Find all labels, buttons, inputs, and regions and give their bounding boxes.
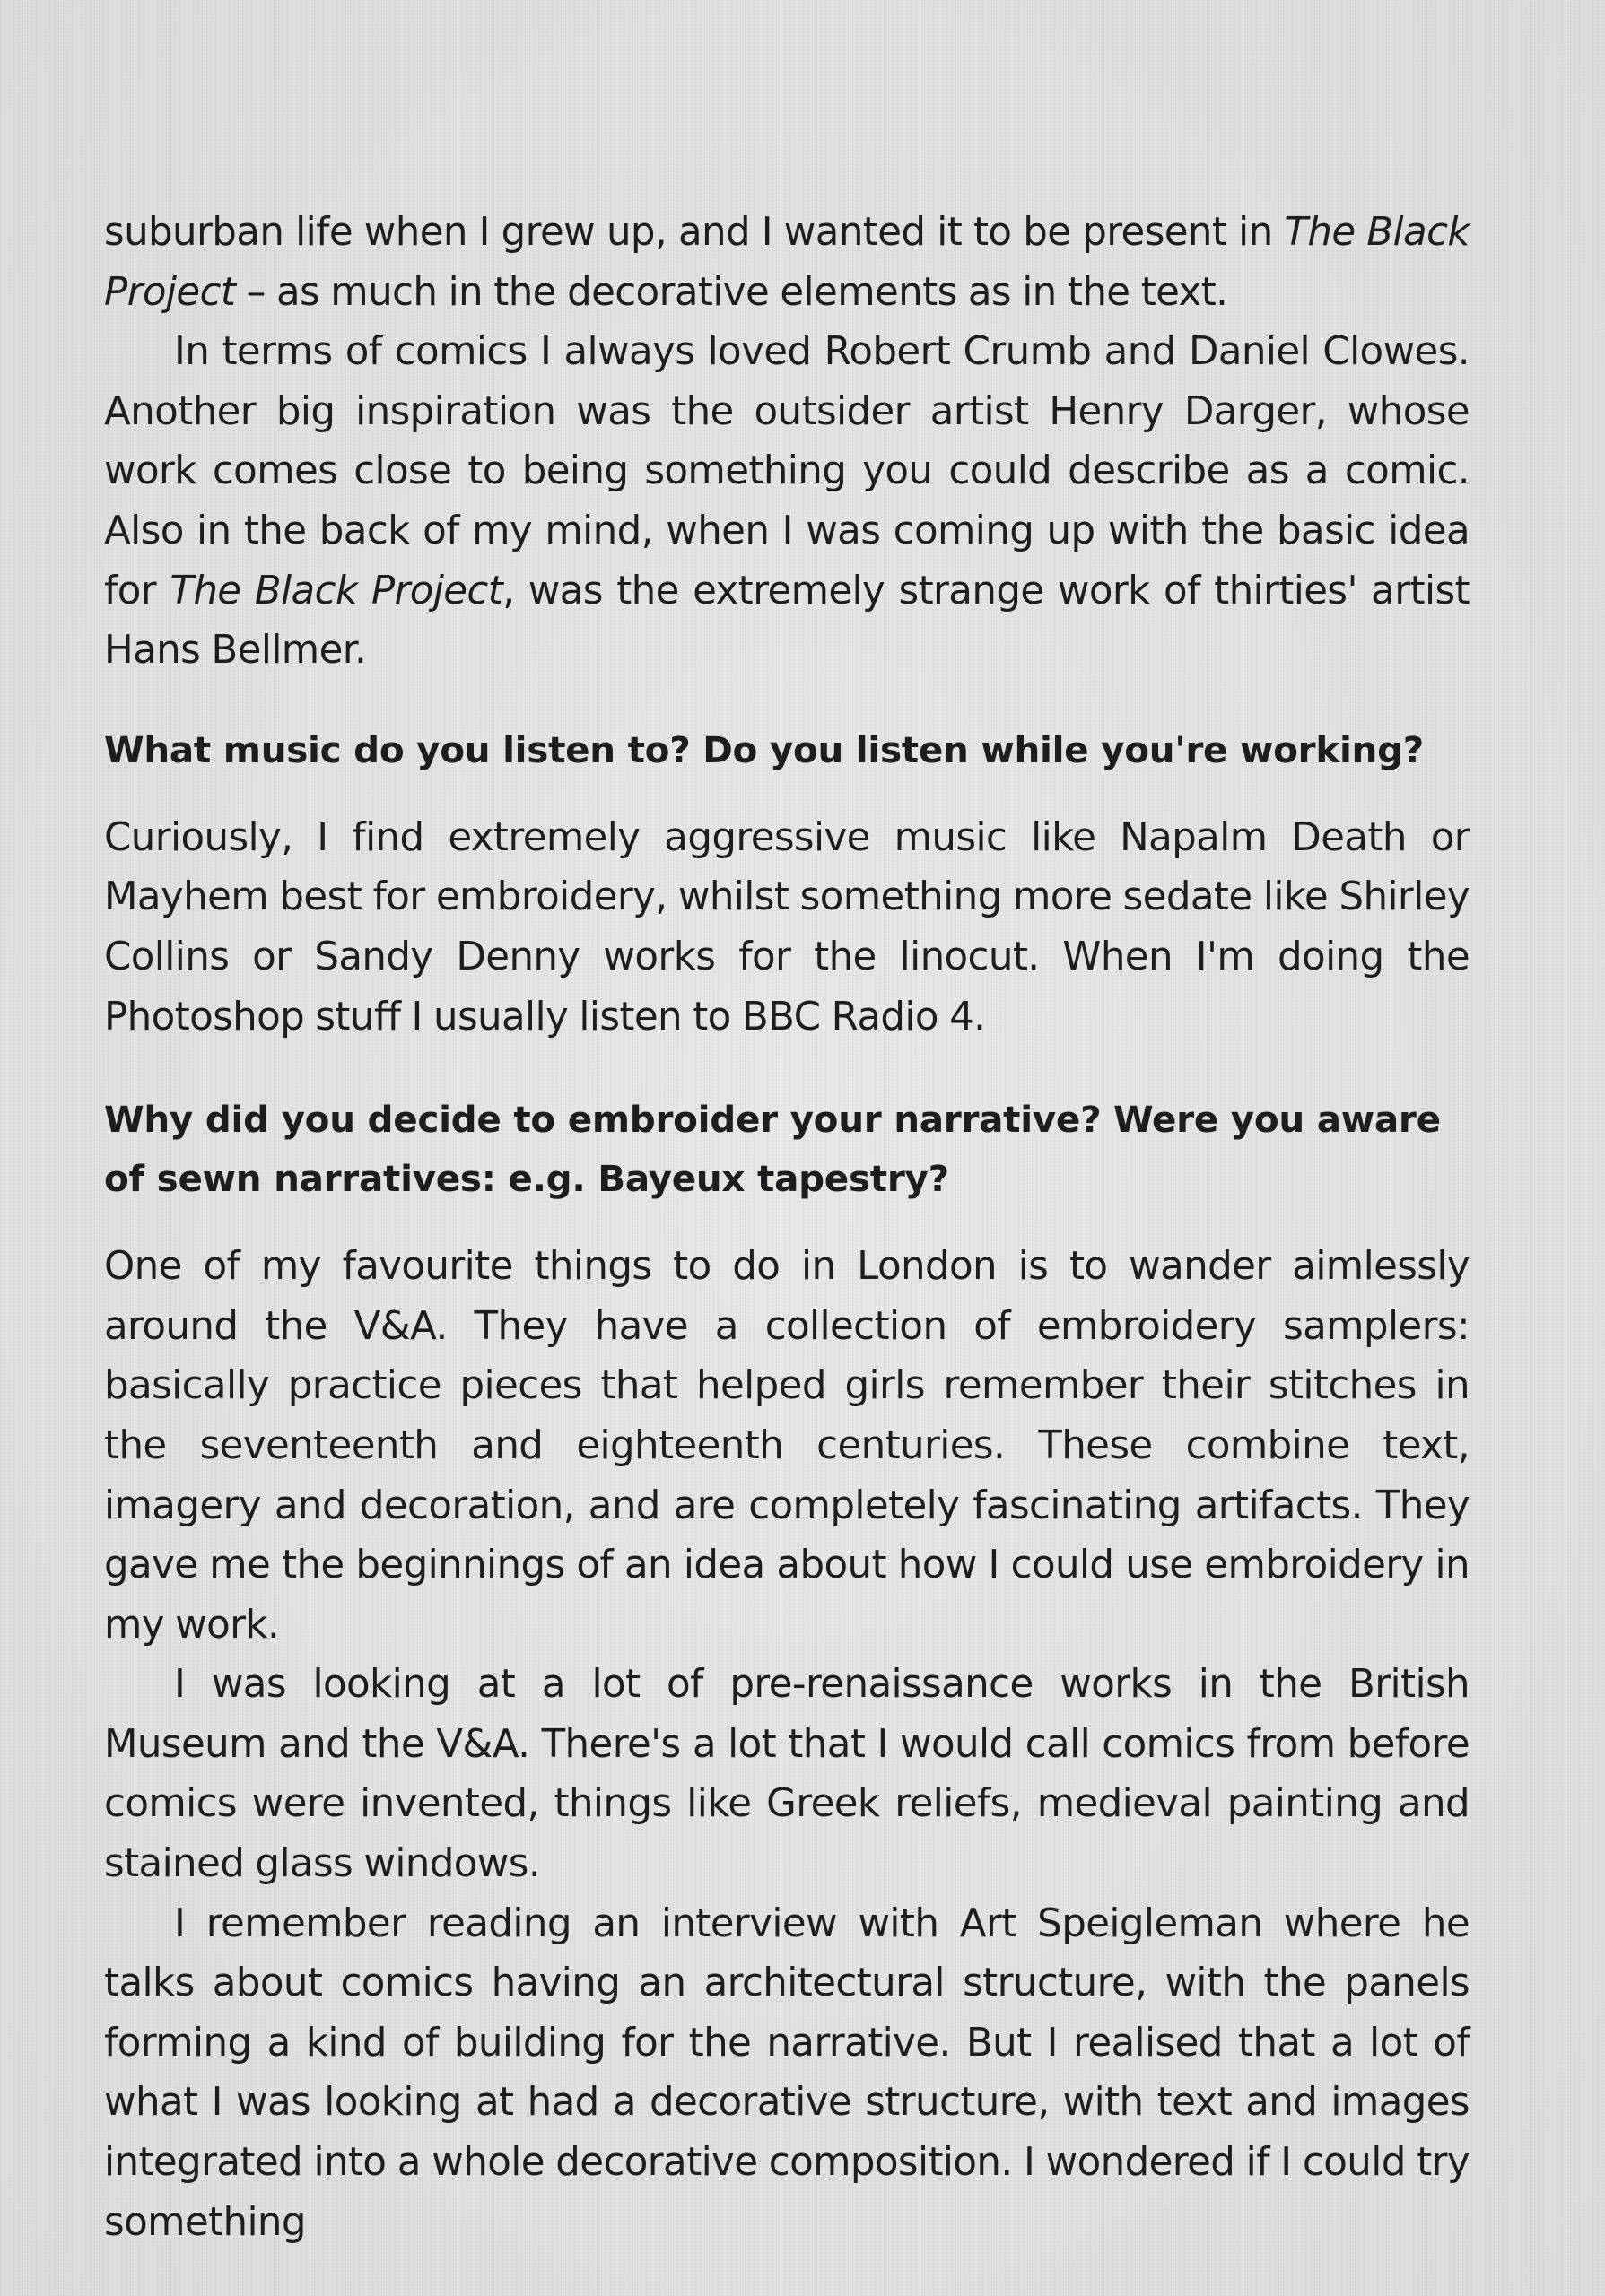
book-title-italic: The Black Project [170, 568, 503, 613]
answer-embroidery-va: One of my favourite things to do in London is to wander aimlessly around the V&A. They have a collection of embroidery samplers: basically practice pieces that helped girls remember their stitches in the seventeenth and eighteenth centuries. These combine text, imagery and decoration, and are completely fascinating artifacts. They gave me the beginnings of an idea about how I could use embroidery in my work. [104, 1244, 1470, 1648]
answer-music: Curiously, I find extremely aggressive music like Napalm Death or Mayhem best for embroidery, whilst something more sedate like Shirley Collins or Sandy Denny works for the linocut. When I'm doing the Photoshop stuff I usually listen to BBC Radio 4. [104, 814, 1470, 1039]
paragraph-text: , was the extremely strange work of thirties' artist Hans Bellmer. [104, 568, 1470, 674]
paragraph-comics-influences [104, 322, 1470, 681]
paragraph-text: In terms of comics I always loved Robert Crumb and Daniel Clowes. Another big inspiration was the outsider artist Henry Darger, whose work comes close to being something you could describe as a comic. Also in the back of my mind, when I was coming up with the basic idea for [104, 329, 1470, 613]
answer-embroidery-speigleman: I remember reading an interview with Art Speigleman where he talks about comics having an architectural structure, with the panels forming a kind of building for the narrative. But I realised that a lot of what I was looking at had a decorative structure, with text and images integrated into a whole decorative composition. I wondered if I could try something [104, 1900, 1470, 2245]
page-content [104, 203, 1470, 2252]
paragraph-suburban-life [104, 203, 1470, 322]
paragraph-text: suburban life when I grew up, and I wanted it to be present in [104, 210, 1285, 255]
book-title-italic: The Black Project [104, 210, 1470, 315]
paragraph-text: – as much in the decorative elements as in the text. [235, 269, 1228, 315]
question-music: What music do you listen to? Do you listen while you're working? [104, 727, 1424, 771]
answer-embroidery-british-museum: I was looking at a lot of pre-renaissance works in the British Museum and the V&A. There's a lot that I would call comics from before comics were invented, things like Greek reliefs, medieval painting and stained glass windows. [104, 1662, 1470, 1887]
question-embroidery: Why did you decide to embroider your narrative? Were you aware of sewn narratives: e.g. Bayeux tapestry? [104, 1098, 1441, 1201]
